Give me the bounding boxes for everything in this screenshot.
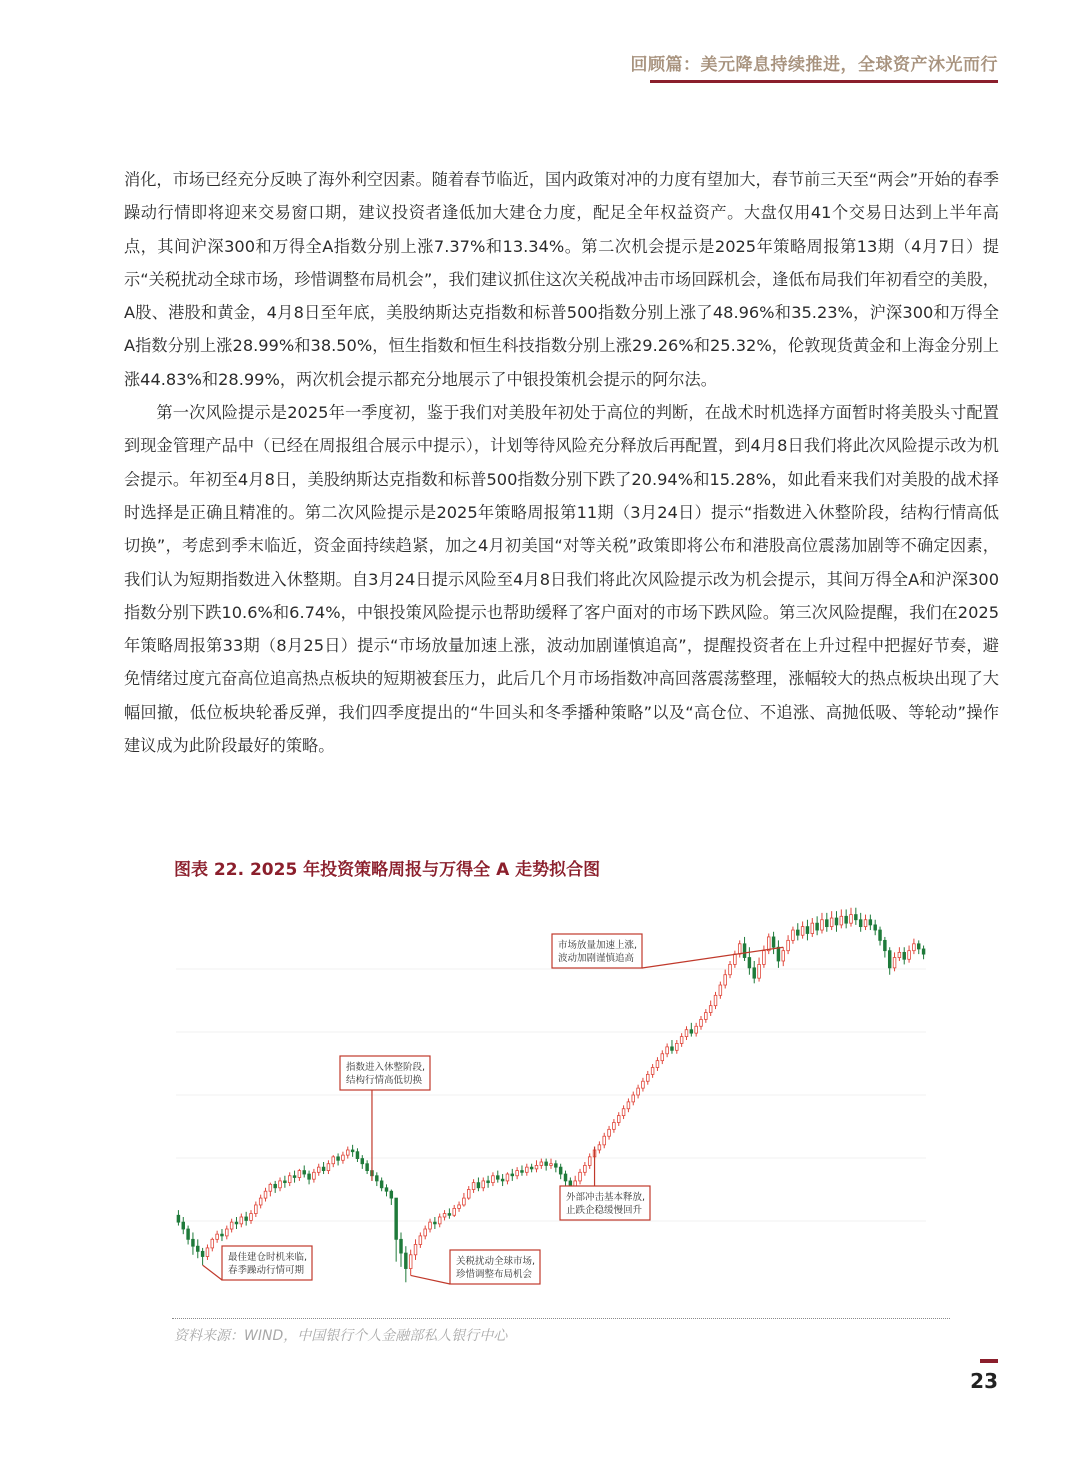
candle-body [825,920,828,927]
candle-body [230,1222,233,1229]
candle-body [729,964,732,974]
annotation-text: 珍惜调整布局机会 [456,1269,533,1280]
candle-body [767,937,770,951]
annotation-text: 市场放量加速上涨, [558,940,638,951]
candle-body [192,1239,195,1246]
candle-body [874,925,877,930]
candle-body [487,1181,490,1183]
candle-body [216,1234,219,1239]
candle-body [782,951,785,961]
candle-body [477,1183,480,1188]
candle-body [250,1214,253,1221]
candle-body [540,1162,543,1165]
source-divider [172,1318,950,1319]
candle-body [279,1181,282,1188]
candle-body [646,1074,649,1081]
candle-body [303,1171,306,1174]
paragraph-2: 第一次风险提示是2025年一季度初，鉴于我们对美股年初处于高位的判断，在战术时机选择方面暂时将美股头寸配置到现金管理产品中（已经在周报组合展示中提示），计划等待风险充分释放后再配置，到4月8日我们将此次风险提示改为机会提示。年初至4月8日，美股纳斯达克指数和标普500指数分别下跌了20.94%和15.28%，如此看来我们对美股的战术择时选择是正确且精准的。第二次风险提示是2025年策略周报第11期（3月24日）提示“指数进入休整阶段，结构行情高低切换”，考虑到季末临近，资金面持续趋紧，加之4月初美国“对等关税”政策即将公布和港股高位震荡加剧等不确定因素，我们认为短期指数进入休整期。自3月24日提示风险至4月8日我们将此次风险提示改为机会提示，其间万得全A和沪深300指数分别下跌10.6%和6.74%，中银投策风险提示也帮助缓释了客户面对的市场下跌风险。第三次风险提醒，我们在2025年策略周报第33期（8月25日）提示“市场放量加速上涨，波动加剧谨慎追高”，提醒投资者在上升过程中把握好节奏，避免情绪过度亢奋高位追高热点板块的短期被套压力，此后几个月市场指数冲高回落震荡整理，涨幅较大的热点板块出现了大幅回撤，低位板块轮番反弹，我们四季度提出的“牛回头和冬季播种策略”以及“高仓位、不追涨、高抛低吸、等轮动”操作建议成为此阶段最好的策略。 [124,403,999,756]
candle-body [598,1145,601,1150]
candle-body [501,1179,504,1181]
candle-body [564,1174,567,1181]
candle-body [351,1150,354,1152]
candle-body [671,1047,674,1050]
candle-body [284,1181,287,1183]
candle-body [734,954,737,964]
candle-body [579,1172,582,1181]
candle-body [792,930,795,940]
candle-body [298,1171,301,1178]
paragraph-1: 消化，市场已经充分反映了海外利空因素。随着春节临近，国内政策对冲的力度有望加大，春节前三天至“两会”开始的春季躁动行情即将迎来交易窗口期，建议投资者逢低加大建仓力度，配足全年权益资产。大盘仅用41个交易日达到上半年高点，其间沪深300和万得全A指数分别上涨7.37%和13.34%。第二次机会提示是2025年策略周报第13期（4月7日）提示“关税扰动全球市场，珍惜调整布局机会”，我们建议抓住这次关税战冲击市场回踩机会，逢低布局我们年初看空的美股，A股、港股和黄金，4月8日至年底，美股纳斯达克指数和标普500指数分别上涨了48.96%和35.23%，沪深300和万得全A指数分别上涨28.99%和38.50%，恒生指数和恒生科技指数分别上涨29.26%和25.32%，伦敦现货黄金和上海金分别上涨44.83%和28.99%，两次机会提示都充分地展示了中银投策机会提示的阿尔法。 [124,170,999,389]
candle-body [506,1174,509,1181]
candle-body [695,1026,698,1033]
candle-body [414,1244,417,1254]
candle-body [443,1214,446,1217]
candle-body [245,1217,248,1220]
candle-body [221,1234,224,1236]
candle-body [690,1030,693,1033]
candlestick-chart [172,890,950,1306]
candle-body [337,1157,340,1160]
candle-body [269,1184,272,1191]
candle-body [661,1054,664,1061]
candle-body [375,1176,378,1181]
candle-body [787,940,790,950]
candle-body [342,1155,345,1160]
candle-body [327,1164,330,1171]
candle-body [758,964,761,978]
candle-body [864,920,867,927]
candle-body [395,1198,398,1239]
candle-body [366,1164,369,1171]
candle-body [317,1167,320,1172]
candle-body [206,1248,209,1257]
candle-body [419,1236,422,1245]
candle-body [700,1019,703,1026]
annotation-leader [642,947,783,968]
candle-body [356,1152,359,1159]
candle-body [835,918,838,925]
candle-body [753,968,756,978]
candle-body [274,1184,277,1187]
page-number-rule [980,1359,998,1363]
candle-body [574,1181,577,1186]
candle-body [235,1222,238,1224]
candle-body [685,1030,688,1037]
candle-body [288,1176,291,1183]
candle-body [550,1164,553,1166]
candle-body [313,1172,316,1179]
candle-body [259,1198,262,1205]
candle-body [884,940,887,950]
candle-body [666,1047,669,1054]
candle-body [830,918,833,927]
candle-body [705,1013,708,1020]
candle-body [888,951,891,968]
candle-body [390,1191,393,1198]
candle-body [463,1198,466,1205]
candle-body [869,920,872,925]
candle-body [879,930,882,940]
candle-body [675,1043,678,1050]
candle-body [816,923,819,930]
page-number: 23 [970,1369,998,1393]
candle-body [617,1116,620,1123]
candle-body [627,1102,630,1109]
candle-body [555,1164,558,1167]
candle-body [308,1174,311,1179]
candle-body [187,1229,190,1239]
candle-body [850,915,853,924]
candle-body [177,1215,180,1222]
candle-body [913,944,916,951]
candle-body [535,1165,538,1168]
candle-body [724,975,727,985]
candle-body [772,937,775,947]
candle-body [511,1174,514,1176]
candle-body [559,1167,562,1174]
candle-body [458,1205,461,1208]
candle-body [196,1246,199,1251]
candle-body [211,1239,214,1248]
candle-body [588,1157,591,1166]
candle-body [201,1251,204,1256]
candle-body [917,944,920,949]
figure-title: 图表 22. 2025 年投资策略周报与万得全 A 走势拟合图 [174,860,601,880]
annotation-leader [203,1265,222,1280]
candle-body [530,1167,533,1169]
candle-body [492,1176,495,1183]
candle-body [584,1165,587,1172]
candle-body [845,916,848,923]
annotation-text: 春季躁动行情可期 [228,1265,305,1276]
candle-body [796,930,799,935]
candle-body [811,923,814,933]
candle-body [603,1136,606,1145]
annotation-text: 波动加剧谨慎追高 [558,953,635,964]
candle-body [361,1159,364,1164]
candle-body [908,951,911,960]
candle-body [680,1037,683,1044]
candle-body [821,920,824,930]
candle-body [405,1253,408,1268]
candle-body [240,1217,243,1224]
candle-body [651,1068,654,1075]
figure-source: 资料来源：WIND，中国银行个人金融部私人银行中心 [174,1328,508,1344]
candle-body [656,1061,659,1068]
chart-svg [172,890,950,1306]
candle-body [424,1229,427,1236]
candle-body [763,951,766,965]
header-rule [650,80,998,83]
candle-body [346,1150,349,1155]
candle-body [893,958,896,968]
candle-body [903,952,906,959]
candle-body [642,1081,645,1088]
candle-body [613,1122,616,1129]
annotation-leader [411,1275,450,1284]
candle-body [438,1217,441,1224]
candle-body [182,1222,185,1229]
candle-body [380,1181,383,1188]
candle-body [225,1229,228,1236]
body-text [124,163,999,762]
candle-body [434,1222,437,1224]
candle-body [806,927,809,934]
candle-body [521,1171,524,1173]
candle-body [801,927,804,936]
candle-body [922,949,925,954]
candle-body [748,958,751,968]
candle-body [738,944,741,954]
candle-body [719,985,722,995]
candle-body [569,1181,572,1186]
candle-body [448,1214,451,1216]
annotation-text: 关税扰动全球市场, [456,1256,536,1267]
candle-body [264,1191,267,1198]
candle-body [743,944,746,958]
candle-body [400,1239,403,1253]
candle-body [525,1167,528,1172]
candle-body [322,1167,325,1170]
candle-body [637,1088,640,1095]
candle-body [840,916,843,925]
annotation-text: 最佳建仓时机来临, [228,1252,308,1263]
candle-body [472,1183,475,1190]
candle-body [855,915,858,920]
annotation-text: 结构行情高低切换 [346,1075,423,1086]
candle-body [777,947,780,961]
annotation-text: 指数进入休整阶段, [346,1062,426,1073]
candle-body [453,1208,456,1215]
candle-body [482,1181,485,1188]
candle-body [859,920,862,927]
candle-body [429,1222,432,1229]
candle-body [496,1176,499,1179]
header-title: 回顾篇：美元降息持续推进，全球资产沐光而行 [630,55,998,75]
annotation-text: 止跌企稳缓慢回升 [566,1205,643,1216]
candle-body [409,1255,412,1269]
candle-body [516,1171,519,1176]
candle-body [255,1205,258,1214]
candle-body [632,1095,635,1102]
candle-body [332,1157,335,1164]
candle-body [467,1190,470,1199]
candle-body [709,1006,712,1013]
candle-body [293,1176,296,1178]
candle-body [714,995,717,1005]
candle-body [608,1129,611,1136]
candle-body [545,1162,548,1165]
annotation-text: 外部冲击基本释放, [566,1192,646,1203]
candle-body [622,1109,625,1116]
candle-body [385,1188,388,1191]
candle-body [898,952,901,957]
